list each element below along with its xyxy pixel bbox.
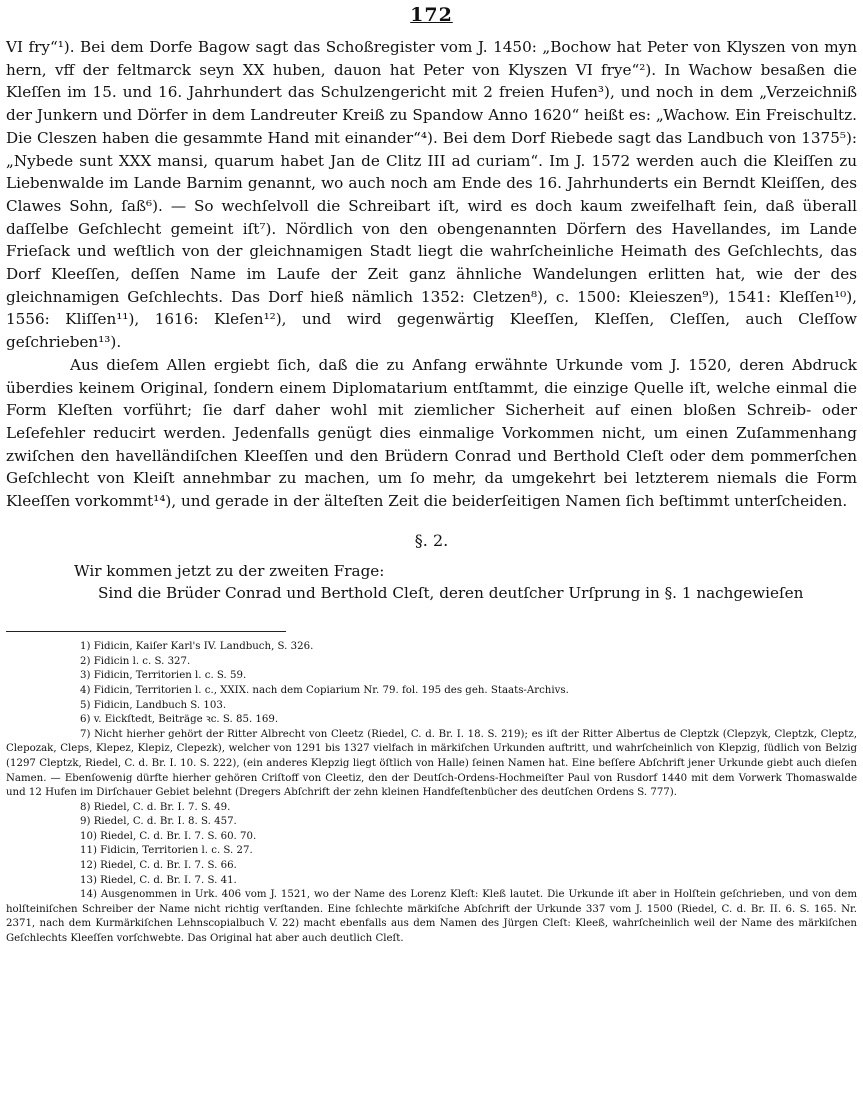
footnote: 1) Fidicin, Kaiſer Karl's IV. Landbuch, S. 326. — [80, 641, 314, 653]
footnote: 9) Riedel, C. d. Br. I. 8. S. 457. — [80, 816, 237, 828]
paragraph-1: VI fry“¹). Bei dem Dorfe Bagow sagt das Schoßregister vom J. 1450: „Bochow hat Peter von Klyszen von myn hern, vff der feltmarck seyn XX huben, dauon hat Peter von Klyszen VI frye“²). In Wachow besaßen die Kleſſen im 15. und 16. Jahrhundert das Schulzengericht mit 2 freien Hufen³), und noch in dem „Verzeichniß der Junkern und Dörfer in dem Landreuter Kreiß zu Spandow Anno 1620“ heißt es: „Wachow. Ein Freischultz. Die Cleszen haben die gesammte Hand mit einander“⁴). Bei dem Dorf Riebede sagt das Landbuch von 1375⁵): „Nybede sunt XXX mansi, quarum habet Jan de Clitz III ad curiam“. Im J. 1572 werden auch die Kleiſſen zu Liebenwalde im Lande Barnim genannt, wo auch noch am Ende des 16. Jahrhunderts ein Berndt Kleiſſen, des Clawes Sohn, ſaß⁶). — So wechſelvoll die Schreibart iſt, wird es doch kaum zweifelhaft ſein, daß überall daſſelbe Geſchlecht gemeint iſt⁷). Nördlich von den obengenannten Dörfern des Havellandes, im Lande Frieſack und weſtlich von der gleichnamigen Stadt liegt die wahrſcheinliche Heimath des Geſchlechts, das Dorf Kleeſſen, deſſen Name im Laufe der Zeit ganz ähnliche Wandelungen erlitten hat, wie der des gleichnamigen Geſchlechts. Das Dorf hieß nämlich 1352: Cletzen⁸), c. 1500: Kleieszen⁹), 1541: Kleſſen¹⁰), 1556: Kliſſen¹¹), 1616: Kleſen¹²), und wird gegenwärtig Kleeſſen, Kleſſen, Cleſſen, auch Cleſſow geſchrieben¹³). — [6, 38, 857, 352]
question-text: Sind die Brüder Conrad und Berthold Cleſt, deren deutſcher Urſprung in §. 1 nachgewieſen — [98, 584, 804, 603]
footnote: 4) Fidicin, Territorien l. c., XXIX. nach dem Copiarium Nr. 79. fol. 195 des geh. Staats-Archivs. — [80, 684, 569, 696]
main-text — [6, 36, 857, 513]
footnote: 10) Riedel, C. d. Br. I. 7. S. 60. 70. — [80, 830, 257, 842]
page-number: 172 — [410, 4, 453, 26]
footnote: 2) Fidicin l. c. S. 327. — [80, 655, 191, 667]
footnote: 3) Fidicin, Territorien l. c. S. 59. — [80, 670, 247, 682]
paragraph-2: Aus dieſem Allen ergiebt ſich, daß die zu Anfang erwähnte Urkunde vom J. 1520, deren Abdruck überdies keinem Original, ſondern einem Diplomatarium entſtammt, die einzige Quelle iſt, welche einmal die Form Kleſten vorführt; ſie darf daher wohl mit ziemlicher Sicherheit auf einen bloßen Schreib- oder Leſefehler reducirt werden. Jedenfalls genügt dies einmalige Vorkommen nicht, um einen Zuſammenhang zwiſchen den havelländiſchen Kleeſſen und den Brüdern Conrad und Berthold Cleſt oder dem pommerſchen Geſchlecht von Kleiſt annehmbar zu machen, um ſo mehr, da umgekehrt bei letzterem niemals die Form Kleeſſen vorkommt¹⁴), und gerade in der älteſten Zeit die beiderſeitigen Namen ſich beſtimmt unterſcheiden. — [6, 355, 857, 511]
document-page — [6, 4, 857, 947]
footnote: 8) Riedel, C. d. Br. I. 7. S. 49. — [80, 801, 231, 813]
question-intro: Wir kommen jetzt zu der zweiten Frage: — [74, 561, 385, 580]
section-heading: §. 2. — [414, 530, 449, 550]
footnote-divider — [6, 631, 286, 632]
footnote: 7) Nicht hierher gehört der Ritter Albrecht von Cleetz (Riedel, C. d. Br. I. 18. S. 219); es iſt der Ritter Albertus de Cleptzk (Clepzyk, Cleptzk, Cleptz, Clepozak, Cleps, Klepez, Klepiz, Clepezk), welcher von 1291 bis 1327 vielfach in märkiſchen Urkunden auftritt, und wahrſcheinlich von Klepzig, ſüdlich von Belzig (1297 Cleptzk, Riedel, C. d. Br. I. 10. S. 222), (ein anderes Klepzig liegt öſtlich von Halle) ſeinen Namen hat. Eine beſſere Abſchrift jener Urkunde giebt auch dieſen Namen. — Ebenſowenig dürfte hierher gehören Criſtoff von Cleetiz, den der Deutſch-Ordens-Hochmeiſter Paul von Rusdorf 1440 mit dem Vorwerk Thomaswalde und 12 Hufen im Dirſchauer Gebiet belehnt (Dregers Abſchrift der zehn kleinen Handfeſtenbücher des deutſchen Ordens S. 777). — [6, 728, 857, 799]
footnote: 6) v. Eickſtedt, Beiträge ꝛc. S. 85. 169. — [80, 714, 279, 726]
footnote: 14) Ausgenommen in Urk. 406 vom J. 1521, wo der Name des Lorenz Kleſt: Kleß lautet. Die Urkunde iſt aber in Holſtein geſchrieben, und von dem holſteiniſchen Schreiber der Name nicht richtig verſtanden. Eine ſchlechte märkiſche Abſchrift der Urkunde 337 vom J. 1500 (Riedel, C. d. Br. II. 6. S. 165. Nr. 2371, nach dem Kurmärkiſchen Lehnscopialbuch V. 22) macht ebenfalls aus dem Namen des Jürgen Cleſt: Kleeß, wahrſcheinlich weil der Name des märkiſchen Geſchlechts Kleeſſen vorſchwebte. Das Original hat aber auch deutlich Cleſt. — [6, 889, 857, 945]
footnote: 11) Fidicin, Territorien l. c. S. 27. — [80, 845, 253, 857]
footnote: 13) Riedel, C. d. Br. I. 7. S. 41. — [80, 874, 237, 886]
footnote: 12) Riedel, C. d. Br. I. 7. S. 66. — [80, 860, 237, 872]
footnotes — [6, 640, 857, 946]
footnote: 5) Fidicin, Landbuch S. 103. — [80, 699, 227, 711]
